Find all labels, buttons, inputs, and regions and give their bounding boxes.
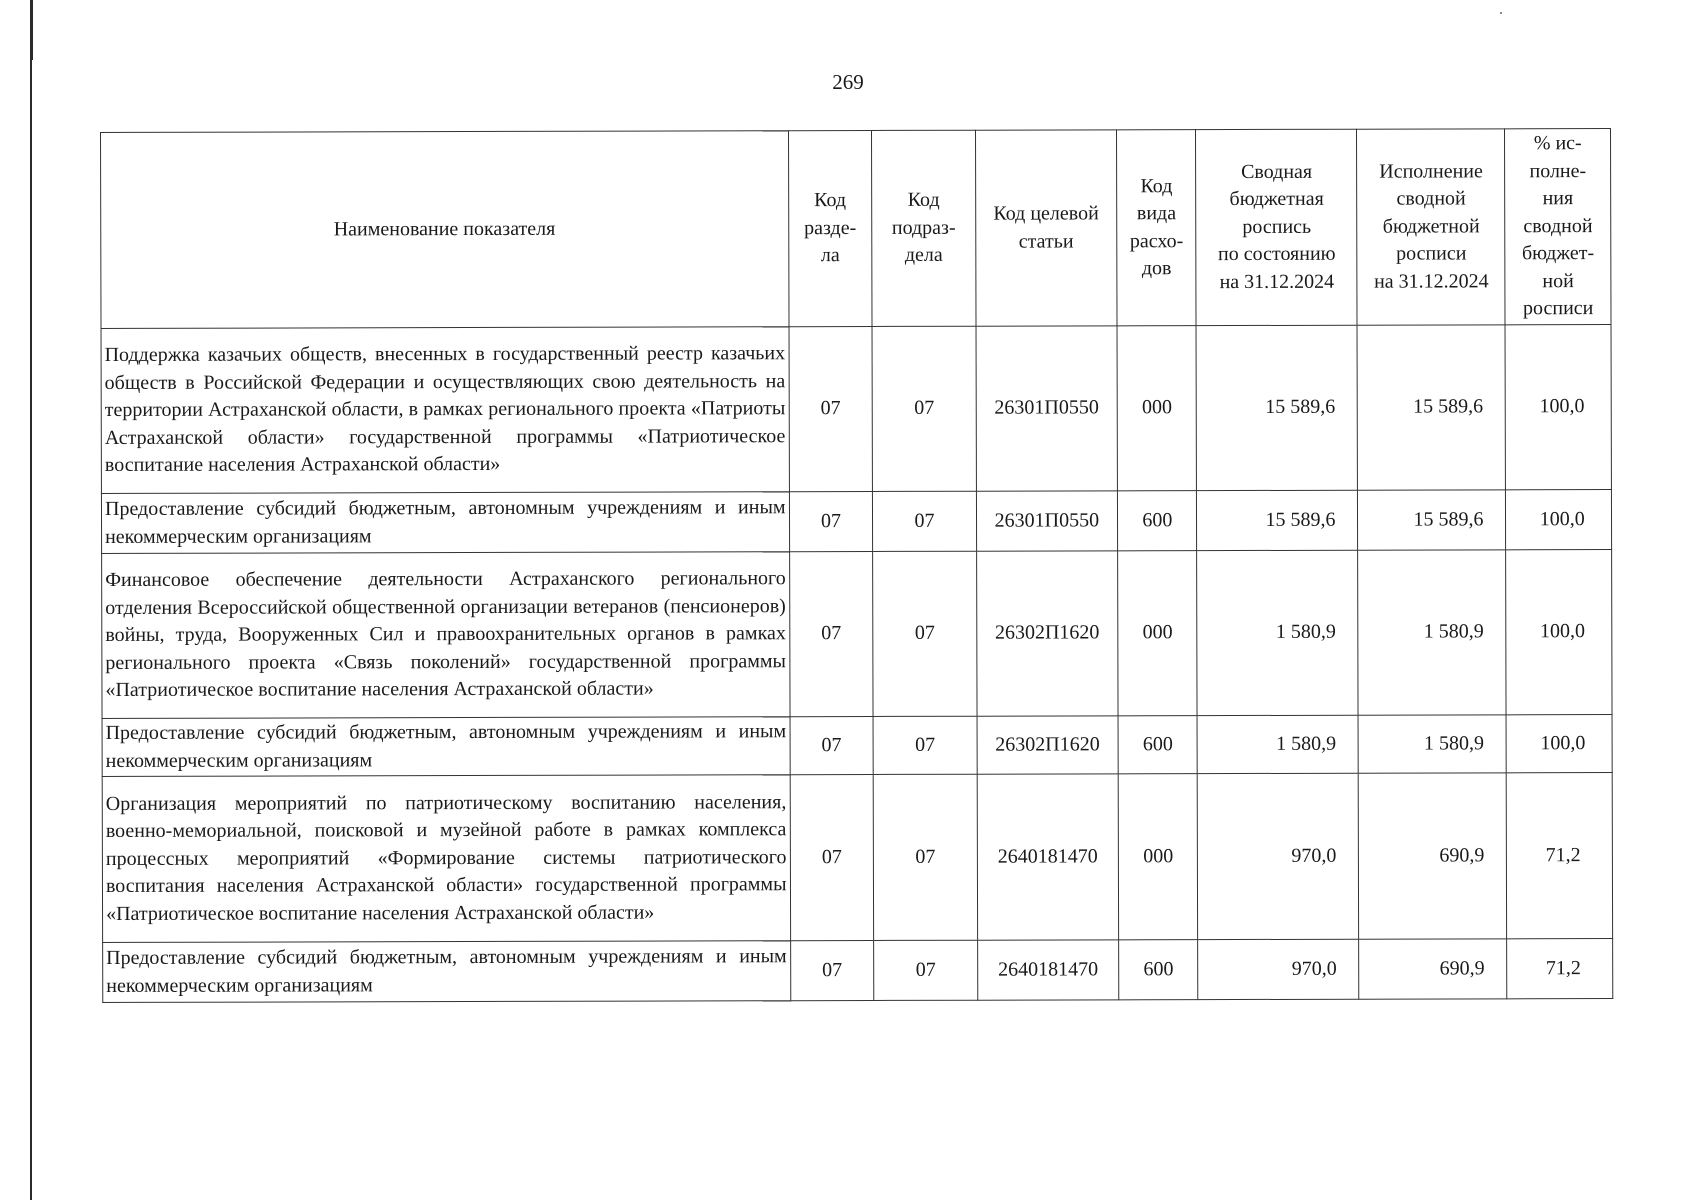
budget-execution-table	[100, 128, 1613, 1003]
row-percent-value: 100,0	[1506, 490, 1612, 550]
row-indicator-name: Организация мероприятий по патриотическому воспитанию населения, военно-мемориальной, поисковой и музейной работе в рамках комплекса процессных мероприятий «Формирование системы патриотического воспитания населения Астраханской области» государственной программы «Патриотическое воспитание населения Астраханской области»	[102, 775, 790, 943]
table-header-row	[101, 129, 1612, 329]
row-expense-type-code: 600	[1119, 940, 1199, 1000]
row-execution-value: 1 580,9	[1358, 550, 1506, 715]
table-row	[101, 490, 1611, 554]
row-target-code: 26301П0550	[976, 491, 1118, 551]
row-target-code: 26301П0550	[976, 326, 1118, 491]
row-budget-value: 970,0	[1198, 939, 1359, 999]
row-section-code: 07	[789, 551, 873, 716]
page-number: 269	[832, 70, 864, 94]
row-target-code: 2640181470	[977, 774, 1119, 940]
scan-edge-top	[30, 0, 33, 60]
row-section-code: 07	[789, 491, 873, 551]
scan-edge	[30, 0, 32, 1200]
row-budget-value: 970,0	[1198, 773, 1359, 939]
row-expense-type-code: 000	[1118, 774, 1198, 940]
header-execution: Исполнение сводной бюджетной росписи на 31.12.2024	[1357, 129, 1505, 325]
scan-speck	[1500, 12, 1502, 14]
row-section-code: 07	[790, 716, 874, 774]
row-percent-value: 71,2	[1507, 773, 1613, 939]
row-subsection-code: 07	[873, 491, 977, 551]
row-percent-value: 100,0	[1505, 325, 1611, 490]
header-indicator-name: Наименование показателя	[101, 131, 789, 329]
header-budget-schedule: Сводная бюджетная роспись по состоянию на 31.12.2024	[1196, 129, 1358, 325]
row-budget-value: 15 589,6	[1196, 325, 1357, 490]
row-expense-type-code: 600	[1118, 491, 1198, 551]
table-row	[102, 773, 1612, 943]
row-expense-type-code: 600	[1118, 716, 1198, 774]
row-subsection-code: 07	[873, 551, 977, 716]
row-percent-value: 100,0	[1506, 550, 1612, 715]
row-subsection-code: 07	[873, 716, 976, 774]
row-subsection-code: 07	[874, 940, 978, 1000]
row-section-code: 07	[790, 940, 874, 1000]
row-subsection-code: 07	[872, 326, 976, 491]
table-row	[102, 715, 1612, 777]
row-target-code: 2640181470	[977, 940, 1119, 1000]
row-target-code: 26302П1620	[977, 716, 1119, 774]
row-section-code: 07	[789, 326, 873, 491]
table-row	[103, 939, 1613, 1003]
row-budget-value: 15 589,6	[1197, 490, 1358, 550]
row-indicator-name: Предоставление субсидий бюджетным, автономным учреждениям и иным некоммерческим организациям	[103, 941, 791, 1003]
row-budget-value: 1 580,9	[1197, 550, 1358, 715]
row-expense-type-code: 000	[1117, 326, 1197, 491]
header-section-code: Код разде- ла	[788, 130, 872, 326]
row-indicator-name: Предоставление субсидий бюджетным, автономным учреждениям и иным некоммерческим организациям	[102, 717, 790, 777]
row-section-code: 07	[790, 774, 874, 940]
row-execution-value: 15 589,6	[1357, 325, 1505, 490]
row-budget-value: 1 580,9	[1198, 715, 1359, 773]
row-execution-value: 690,9	[1359, 773, 1507, 939]
row-expense-type-code: 000	[1118, 551, 1198, 716]
row-percent-value: 100,0	[1506, 715, 1612, 773]
row-indicator-name: Финансовое обеспечение деятельности Астраханского регионального отделения Всероссийской общественной организации ветеранов (пенсионеров) войны, труда, Вооруженных Сил и правоохранительных органов в рамках регионального проекта «Связь поколений» государственной программы «Патриотическое воспитание населения Астраханской области»	[102, 552, 790, 719]
row-target-code: 26302П1620	[976, 551, 1118, 716]
header-expense-type-code: Код вида расхо- дов	[1117, 130, 1197, 326]
table-row	[101, 325, 1611, 494]
row-indicator-name: Поддержка казачьих обществ, внесенных в государственный реестр казачьих обществ в Российской Федерации и осуществляющих свою деятельность на территории Астраханской области, в рамках регионального проекта «Патриоты Астраханской области» государственной программы «Патриотическое воспитание населения Астраханской области»	[101, 327, 789, 494]
header-target-code: Код целевой статьи	[975, 130, 1117, 326]
row-execution-value: 15 589,6	[1358, 490, 1506, 550]
row-execution-value: 690,9	[1359, 939, 1507, 999]
table-row	[102, 550, 1612, 719]
row-indicator-name: Предоставление субсидий бюджетным, автономным учреждениям и иным некоммерческим организациям	[101, 492, 789, 554]
header-execution-percent: % ис- полне- ния сводной бюджет- ной росписи	[1505, 129, 1611, 325]
header-subsection-code: Код подраз- дела	[872, 130, 976, 326]
row-execution-value: 1 580,9	[1359, 715, 1507, 773]
row-subsection-code: 07	[873, 774, 977, 940]
row-percent-value: 71,2	[1507, 939, 1613, 999]
